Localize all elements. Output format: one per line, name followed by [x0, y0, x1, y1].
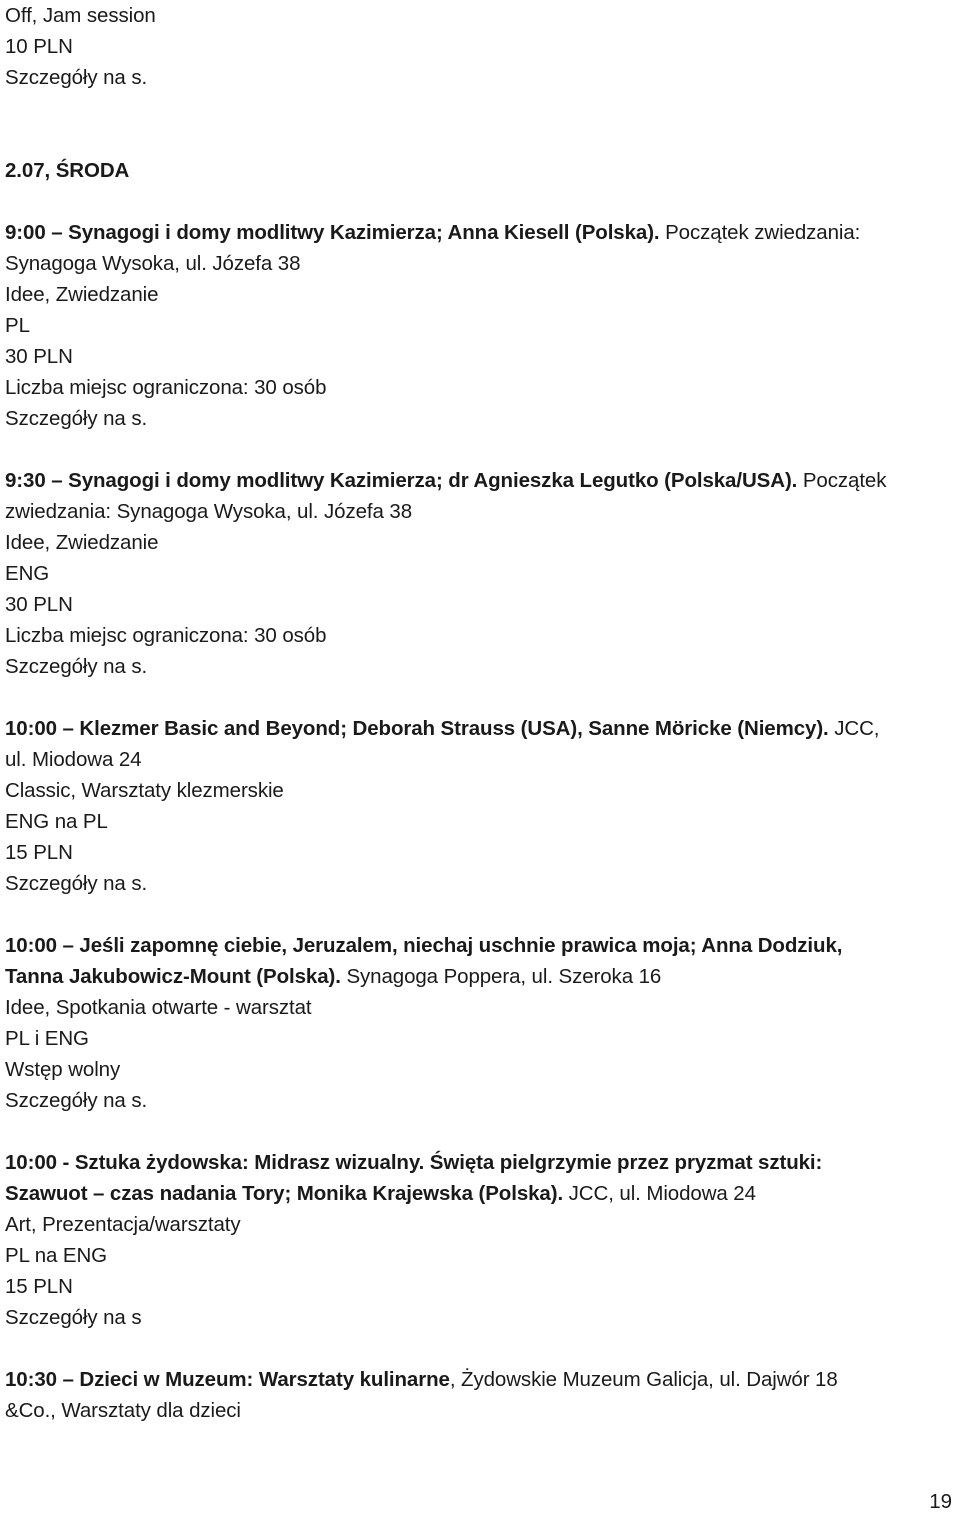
- event-4: [5, 930, 953, 1116]
- event-price: 30 PLN: [5, 593, 73, 616]
- event-title: 10:30 – Dzieci w Muzeum: Warsztaty kulinarne, Żydowskie Muzeum Galicja, ul. Dajwór 18: [5, 1368, 838, 1391]
- event-title: 10:00 – Jeśli zapomnę ciebie, Jeruzalem, niechaj uschnie prawica moja; Anna Dodziuk,: [5, 934, 843, 957]
- event-language: ENG: [5, 562, 50, 585]
- event-price: 15 PLN: [5, 841, 73, 864]
- intro-details: Szczegóły na s.: [5, 66, 148, 89]
- event-details: Szczegóły na s.: [5, 872, 148, 895]
- event-title: 9:00 – Synagogi i domy modlitwy Kazimierza; Anna Kiesell (Polska). Początek zwiedzania:: [5, 221, 861, 244]
- document-page: [5, 0, 953, 1426]
- event-category: Idee, Zwiedzanie: [5, 531, 159, 554]
- event-title-cont: Synagoga Wysoka, ul. Józefa 38: [5, 252, 301, 275]
- event-3: [5, 713, 953, 899]
- intro-price: 10 PLN: [5, 35, 73, 58]
- event-details: Szczegóły na s.: [5, 407, 148, 430]
- event-title: 10:00 - Sztuka żydowska: Midrasz wizualny. Święta pielgrzymie przez pryzmat sztuki:: [5, 1151, 823, 1174]
- event-limit: Liczba miejsc ograniczona: 30 osób: [5, 624, 327, 647]
- event-language: PL i ENG: [5, 1027, 89, 1050]
- event-limit: Liczba miejsc ograniczona: 30 osób: [5, 376, 327, 399]
- event-title-cont: zwiedzania: Synagoga Wysoka, ul. Józefa 38: [5, 500, 412, 523]
- event-6: [5, 1364, 953, 1426]
- event-title: 9:30 – Synagogi i domy modlitwy Kazimierza; dr Agnieszka Legutko (Polska/USA). Początek: [5, 469, 887, 492]
- page-number: 19: [929, 1490, 952, 1513]
- event-category: Classic, Warsztaty klezmerskie: [5, 779, 284, 802]
- event-2: [5, 465, 953, 682]
- event-language: ENG na PL: [5, 810, 108, 833]
- event-category: Art, Prezentacja/warsztaty: [5, 1213, 241, 1236]
- event-language: PL na ENG: [5, 1244, 108, 1267]
- event-title-cont: Tanna Jakubowicz-Mount (Polska). Synagoga Poppera, ul. Szeroka 16: [5, 965, 662, 988]
- event-5: [5, 1147, 953, 1333]
- event-price: 30 PLN: [5, 345, 73, 368]
- intro-line: Off, Jam session: [5, 4, 156, 27]
- event-price: Wstęp wolny: [5, 1058, 121, 1081]
- event-title-cont: Szawuot – czas nadania Tory; Monika Krajewska (Polska). JCC, ul. Miodowa 24: [5, 1182, 756, 1205]
- event-details: Szczegóły na s: [5, 1306, 142, 1329]
- event-language: PL: [5, 314, 30, 337]
- event-details: Szczegóły na s.: [5, 1089, 148, 1112]
- event-1: [5, 217, 953, 434]
- event-category: Idee, Spotkania otwarte - warsztat: [5, 996, 312, 1019]
- event-title-cont: &Co., Warsztaty dla dzieci: [5, 1399, 241, 1422]
- event-price: 15 PLN: [5, 1275, 73, 1298]
- event-title-cont: ul. Miodowa 24: [5, 748, 142, 771]
- event-category: Idee, Zwiedzanie: [5, 283, 159, 306]
- event-details: Szczegóły na s.: [5, 655, 148, 678]
- day-heading: 2.07, ŚRODA: [5, 159, 130, 182]
- event-title: 10:00 – Klezmer Basic and Beyond; Deborah Strauss (USA), Sanne Möricke (Niemcy). JCC,: [5, 717, 880, 740]
